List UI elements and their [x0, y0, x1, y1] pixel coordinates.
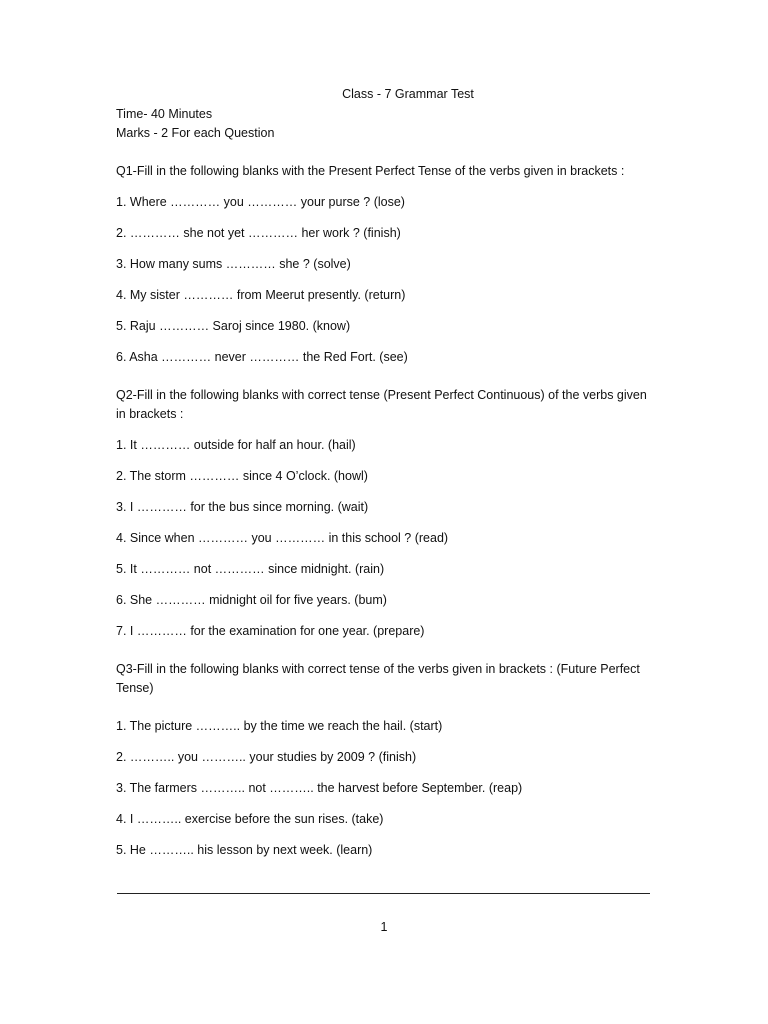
q1-item: 2. ………… she not yet ………… her work ? (finish): [116, 226, 401, 240]
q3-heading: Q3-Fill in the following blanks with correct tense of the verbs given in brackets : (Future Perfect Tense): [116, 662, 640, 695]
q3-item: 2. ……….. you ……….. your studies by 2009 ? (finish): [116, 750, 417, 764]
q1-heading: Q1-Fill in the following blanks with the Present Perfect Tense of the verbs given in brackets :: [116, 164, 625, 178]
q1-item: 3. How many sums ………… she ? (solve): [116, 257, 351, 271]
time-limit: Time- 40 Minutes: [116, 107, 213, 121]
q1-item: 5. Raju ………… Saroj since 1980. (know): [116, 319, 351, 333]
q1-item: 6. Asha ………… never ………… the Red Fort. (see): [116, 350, 408, 364]
q2-item: 5. It ………… not ………… since midnight. (rain): [116, 562, 385, 576]
q1-item: 1. Where ………… you ………… your purse ? (lose): [116, 195, 405, 209]
q2-item: 7. I ………… for the examination for one year. (prepare): [116, 624, 425, 638]
q2-item: 3. I ………… for the bus since morning. (wait): [116, 500, 369, 514]
q2-item: 4. Since when ………… you ………… in this school ? (read): [116, 531, 449, 545]
q3-item: 3. The farmers ……….. not ……….. the harvest before September. (reap): [116, 781, 523, 795]
document-title: Class - 7 Grammar Test: [342, 87, 474, 101]
q2-item: 2. The storm ………… since 4 O’clock. (howl): [116, 469, 368, 483]
q1-item: 4. My sister ………… from Meerut presently. (return): [116, 288, 406, 302]
marks-info: Marks - 2 For each Question: [116, 126, 275, 140]
q2-item: 6. She ………… midnight oil for five years. (bum): [116, 593, 387, 607]
q3-item: 4. I ……….. exercise before the sun rises. (take): [116, 812, 384, 826]
q2-heading: Q2-Fill in the following blanks with correct tense (Present Perfect Continuous) of the verbs given in brackets :: [116, 388, 647, 421]
q2-item: 1. It ………… outside for half an hour. (hail): [116, 438, 356, 452]
q3-item: 5. He ……….. his lesson by next week. (learn): [116, 843, 373, 857]
page-number: 1: [380, 920, 388, 934]
footer-divider: [117, 893, 650, 894]
q3-item: 1. The picture ……….. by the time we reach the hail. (start): [116, 719, 443, 733]
